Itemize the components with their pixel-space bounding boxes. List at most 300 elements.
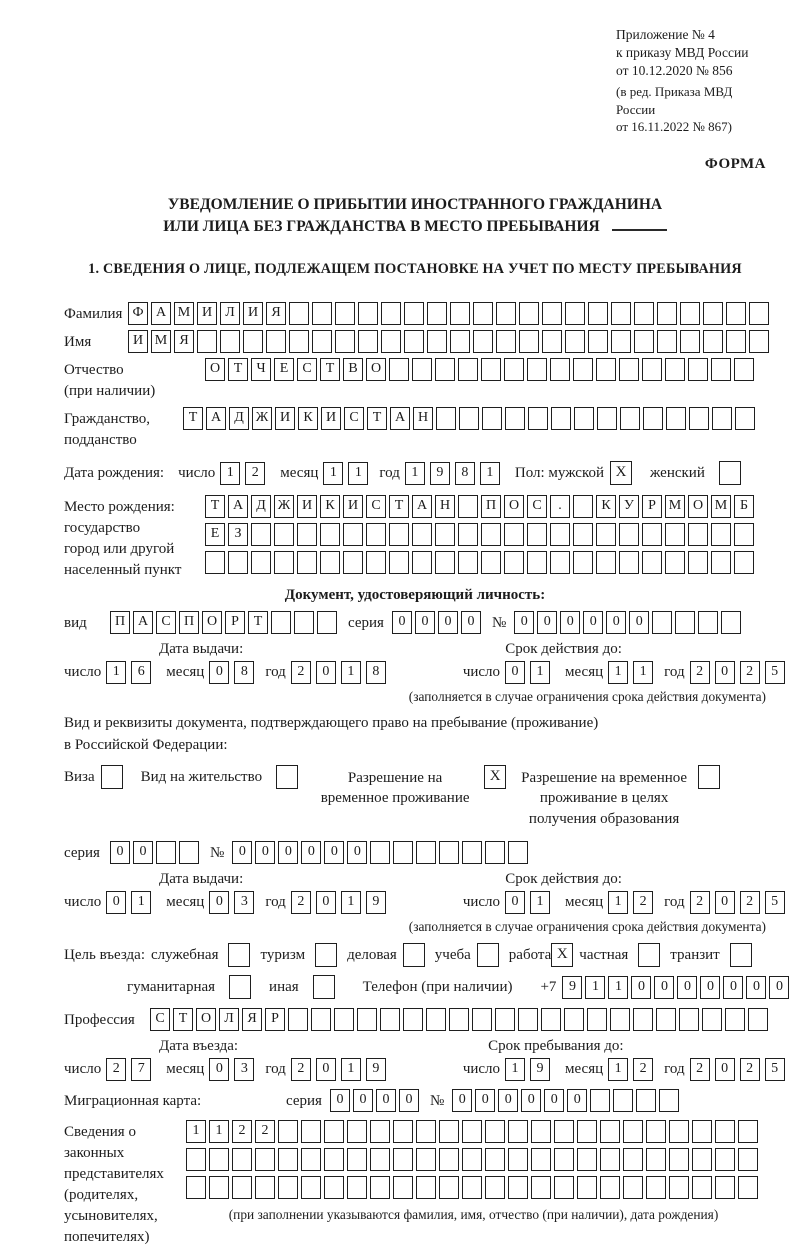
- char-box[interactable]: 0: [498, 1089, 518, 1112]
- char-box[interactable]: [680, 302, 700, 325]
- char-box[interactable]: И: [243, 302, 263, 325]
- char-box[interactable]: 1: [341, 1058, 361, 1081]
- char-box[interactable]: 0: [415, 611, 435, 634]
- char-box[interactable]: [297, 551, 317, 574]
- char-box[interactable]: [574, 407, 594, 430]
- char-box[interactable]: С: [527, 495, 547, 518]
- char-box[interactable]: [596, 551, 616, 574]
- char-box[interactable]: 1: [505, 1058, 525, 1081]
- char-box[interactable]: [197, 330, 217, 353]
- title-blank-line[interactable]: [612, 216, 667, 231]
- char-box[interactable]: [481, 551, 501, 574]
- char-box[interactable]: [220, 330, 240, 353]
- char-box[interactable]: [271, 611, 291, 634]
- char-box[interactable]: Т: [320, 358, 340, 381]
- purpose-work-checkbox[interactable]: X: [551, 943, 573, 967]
- char-box[interactable]: [462, 841, 482, 864]
- char-box[interactable]: [527, 551, 547, 574]
- char-box[interactable]: [749, 330, 769, 353]
- char-box[interactable]: 1: [131, 891, 151, 914]
- char-box[interactable]: 1: [608, 891, 628, 914]
- char-box[interactable]: [565, 330, 585, 353]
- char-box[interactable]: 8: [234, 661, 254, 684]
- char-box[interactable]: [596, 523, 616, 546]
- purpose-study-checkbox[interactable]: [477, 943, 499, 967]
- char-box[interactable]: 1: [608, 661, 628, 684]
- char-box[interactable]: [278, 1176, 298, 1199]
- char-box[interactable]: [393, 1120, 413, 1143]
- char-box[interactable]: 0: [723, 976, 743, 999]
- char-box[interactable]: [412, 523, 432, 546]
- char-box[interactable]: А: [412, 495, 432, 518]
- char-box[interactable]: [347, 1120, 367, 1143]
- char-box[interactable]: [721, 611, 741, 634]
- temp-residence-education-checkbox[interactable]: [698, 765, 720, 789]
- char-box[interactable]: [370, 841, 390, 864]
- char-box[interactable]: [343, 523, 363, 546]
- char-box[interactable]: [462, 1176, 482, 1199]
- char-box[interactable]: 1: [323, 462, 343, 485]
- char-box[interactable]: [416, 1176, 436, 1199]
- char-box[interactable]: [347, 1148, 367, 1171]
- char-box[interactable]: [596, 358, 616, 381]
- char-box[interactable]: 0: [505, 661, 525, 684]
- char-box[interactable]: [577, 1148, 597, 1171]
- char-box[interactable]: [449, 1008, 469, 1031]
- char-box[interactable]: 1: [405, 462, 425, 485]
- char-box[interactable]: [646, 1148, 666, 1171]
- char-box[interactable]: [301, 1176, 321, 1199]
- char-box[interactable]: М: [174, 302, 194, 325]
- char-box[interactable]: 0: [631, 976, 651, 999]
- char-box[interactable]: [715, 1148, 735, 1171]
- char-box[interactable]: 2: [291, 891, 311, 914]
- char-box[interactable]: [370, 1120, 390, 1143]
- char-box[interactable]: [665, 358, 685, 381]
- char-box[interactable]: [610, 1008, 630, 1031]
- char-box[interactable]: Т: [367, 407, 387, 430]
- char-box[interactable]: 0: [654, 976, 674, 999]
- char-box[interactable]: 8: [366, 661, 386, 684]
- char-box[interactable]: 1: [341, 661, 361, 684]
- char-box[interactable]: 1: [106, 661, 126, 684]
- char-box[interactable]: И: [197, 302, 217, 325]
- char-box[interactable]: [715, 1120, 735, 1143]
- char-box[interactable]: [646, 1120, 666, 1143]
- char-box[interactable]: 5: [765, 891, 785, 914]
- char-box[interactable]: [312, 330, 332, 353]
- char-box[interactable]: [232, 1148, 252, 1171]
- char-box[interactable]: [416, 1148, 436, 1171]
- purpose-business-checkbox[interactable]: [403, 943, 425, 967]
- char-box[interactable]: [366, 523, 386, 546]
- char-box[interactable]: [389, 523, 409, 546]
- char-box[interactable]: [542, 302, 562, 325]
- char-box[interactable]: 0: [521, 1089, 541, 1112]
- char-box[interactable]: [702, 1008, 722, 1031]
- char-box[interactable]: 0: [376, 1089, 396, 1112]
- char-box[interactable]: 0: [700, 976, 720, 999]
- char-box[interactable]: [550, 551, 570, 574]
- char-box[interactable]: [613, 1089, 633, 1112]
- char-box[interactable]: 2: [291, 1058, 311, 1081]
- char-box[interactable]: Д: [251, 495, 271, 518]
- char-box[interactable]: [734, 523, 754, 546]
- char-box[interactable]: [659, 1089, 679, 1112]
- char-box[interactable]: 0: [301, 841, 321, 864]
- char-box[interactable]: [472, 1008, 492, 1031]
- char-box[interactable]: 0: [452, 1089, 472, 1112]
- char-box[interactable]: А: [390, 407, 410, 430]
- char-box[interactable]: 2: [291, 661, 311, 684]
- char-box[interactable]: А: [133, 611, 153, 634]
- char-box[interactable]: 1: [530, 891, 550, 914]
- char-box[interactable]: [312, 302, 332, 325]
- char-box[interactable]: [496, 302, 516, 325]
- char-box[interactable]: Д: [229, 407, 249, 430]
- char-box[interactable]: 0: [715, 891, 735, 914]
- char-box[interactable]: С: [297, 358, 317, 381]
- char-box[interactable]: [504, 358, 524, 381]
- char-box[interactable]: [358, 330, 378, 353]
- char-box[interactable]: Я: [266, 302, 286, 325]
- char-box[interactable]: 0: [583, 611, 603, 634]
- char-box[interactable]: [738, 1176, 758, 1199]
- char-box[interactable]: [734, 358, 754, 381]
- char-box[interactable]: [692, 1148, 712, 1171]
- char-box[interactable]: [485, 1148, 505, 1171]
- char-box[interactable]: [320, 551, 340, 574]
- char-box[interactable]: [485, 841, 505, 864]
- char-box[interactable]: 0: [278, 841, 298, 864]
- temp-residence-checkbox[interactable]: X: [484, 765, 506, 789]
- char-box[interactable]: 0: [209, 661, 229, 684]
- char-box[interactable]: 0: [110, 841, 130, 864]
- char-box[interactable]: Ж: [252, 407, 272, 430]
- char-box[interactable]: [366, 551, 386, 574]
- char-box[interactable]: 0: [567, 1089, 587, 1112]
- char-box[interactable]: [495, 1008, 515, 1031]
- char-box[interactable]: [542, 330, 562, 353]
- char-box[interactable]: А: [228, 495, 248, 518]
- char-box[interactable]: 2: [245, 462, 265, 485]
- char-box[interactable]: [416, 841, 436, 864]
- char-box[interactable]: [643, 407, 663, 430]
- char-box[interactable]: [551, 407, 571, 430]
- char-box[interactable]: [636, 1089, 656, 1112]
- char-box[interactable]: 0: [255, 841, 275, 864]
- char-box[interactable]: [692, 1176, 712, 1199]
- char-box[interactable]: [297, 523, 317, 546]
- char-box[interactable]: [435, 358, 455, 381]
- char-box[interactable]: [255, 1148, 275, 1171]
- char-box[interactable]: [623, 1120, 643, 1143]
- char-box[interactable]: 0: [209, 891, 229, 914]
- char-box[interactable]: [412, 358, 432, 381]
- char-box[interactable]: [688, 358, 708, 381]
- char-box[interactable]: [301, 1120, 321, 1143]
- char-box[interactable]: [317, 611, 337, 634]
- char-box[interactable]: [255, 1176, 275, 1199]
- char-box[interactable]: И: [321, 407, 341, 430]
- char-box[interactable]: [504, 551, 524, 574]
- char-box[interactable]: К: [320, 495, 340, 518]
- char-box[interactable]: [450, 302, 470, 325]
- char-box[interactable]: [726, 330, 746, 353]
- char-box[interactable]: Р: [642, 495, 662, 518]
- sex-female-checkbox[interactable]: [719, 461, 741, 485]
- char-box[interactable]: [698, 611, 718, 634]
- char-box[interactable]: [508, 1148, 528, 1171]
- char-box[interactable]: [646, 1176, 666, 1199]
- char-box[interactable]: [711, 551, 731, 574]
- char-box[interactable]: [324, 1176, 344, 1199]
- char-box[interactable]: [311, 1008, 331, 1031]
- char-box[interactable]: [324, 1148, 344, 1171]
- char-box[interactable]: [381, 302, 401, 325]
- char-box[interactable]: И: [297, 495, 317, 518]
- char-box[interactable]: [274, 551, 294, 574]
- char-box[interactable]: 9: [562, 976, 582, 999]
- char-box[interactable]: Б: [734, 495, 754, 518]
- char-box[interactable]: 1: [608, 976, 628, 999]
- char-box[interactable]: [573, 358, 593, 381]
- char-box[interactable]: У: [619, 495, 639, 518]
- char-box[interactable]: [496, 330, 516, 353]
- char-box[interactable]: С: [344, 407, 364, 430]
- char-box[interactable]: [688, 523, 708, 546]
- char-box[interactable]: [597, 407, 617, 430]
- char-box[interactable]: 0: [629, 611, 649, 634]
- char-box[interactable]: [712, 407, 732, 430]
- char-box[interactable]: 0: [232, 841, 252, 864]
- char-box[interactable]: 0: [514, 611, 534, 634]
- char-box[interactable]: [623, 1148, 643, 1171]
- char-box[interactable]: [587, 1008, 607, 1031]
- char-box[interactable]: [209, 1176, 229, 1199]
- char-box[interactable]: [343, 551, 363, 574]
- char-box[interactable]: [738, 1148, 758, 1171]
- char-box[interactable]: [288, 1008, 308, 1031]
- char-box[interactable]: [577, 1120, 597, 1143]
- char-box[interactable]: [680, 330, 700, 353]
- char-box[interactable]: 5: [765, 661, 785, 684]
- purpose-tourism-checkbox[interactable]: [315, 943, 337, 967]
- char-box[interactable]: [550, 358, 570, 381]
- char-box[interactable]: 1: [341, 891, 361, 914]
- char-box[interactable]: 2: [740, 891, 760, 914]
- char-box[interactable]: [711, 523, 731, 546]
- char-box[interactable]: [735, 407, 755, 430]
- char-box[interactable]: [357, 1008, 377, 1031]
- char-box[interactable]: [439, 1120, 459, 1143]
- char-box[interactable]: [738, 1120, 758, 1143]
- char-box[interactable]: [688, 551, 708, 574]
- char-box[interactable]: [156, 841, 176, 864]
- char-box[interactable]: [404, 302, 424, 325]
- char-box[interactable]: [458, 495, 478, 518]
- char-box[interactable]: [531, 1120, 551, 1143]
- char-box[interactable]: 2: [690, 661, 710, 684]
- char-box[interactable]: А: [151, 302, 171, 325]
- char-box[interactable]: [485, 1120, 505, 1143]
- char-box[interactable]: 2: [255, 1120, 275, 1143]
- char-box[interactable]: М: [151, 330, 171, 353]
- char-box[interactable]: [186, 1176, 206, 1199]
- char-box[interactable]: Р: [265, 1008, 285, 1031]
- char-box[interactable]: [266, 330, 286, 353]
- char-box[interactable]: [450, 330, 470, 353]
- char-box[interactable]: 0: [505, 891, 525, 914]
- char-box[interactable]: [619, 358, 639, 381]
- char-box[interactable]: Л: [219, 1008, 239, 1031]
- char-box[interactable]: [294, 611, 314, 634]
- char-box[interactable]: [527, 358, 547, 381]
- char-box[interactable]: С: [150, 1008, 170, 1031]
- char-box[interactable]: [278, 1120, 298, 1143]
- char-box[interactable]: И: [128, 330, 148, 353]
- char-box[interactable]: 7: [131, 1058, 151, 1081]
- char-box[interactable]: [427, 302, 447, 325]
- char-box[interactable]: [541, 1008, 561, 1031]
- char-box[interactable]: [334, 1008, 354, 1031]
- char-box[interactable]: [518, 1008, 538, 1031]
- char-box[interactable]: [274, 523, 294, 546]
- char-box[interactable]: Ж: [274, 495, 294, 518]
- char-box[interactable]: [611, 302, 631, 325]
- char-box[interactable]: Т: [183, 407, 203, 430]
- char-box[interactable]: 2: [740, 1058, 760, 1081]
- char-box[interactable]: 2: [690, 891, 710, 914]
- char-box[interactable]: О: [366, 358, 386, 381]
- char-box[interactable]: 9: [366, 891, 386, 914]
- char-box[interactable]: [389, 551, 409, 574]
- char-box[interactable]: [611, 330, 631, 353]
- char-box[interactable]: 0: [353, 1089, 373, 1112]
- char-box[interactable]: 0: [324, 841, 344, 864]
- char-box[interactable]: 0: [475, 1089, 495, 1112]
- char-box[interactable]: [243, 330, 263, 353]
- char-box[interactable]: [289, 302, 309, 325]
- char-box[interactable]: [436, 407, 456, 430]
- char-box[interactable]: А: [206, 407, 226, 430]
- char-box[interactable]: [370, 1148, 390, 1171]
- char-box[interactable]: 2: [633, 891, 653, 914]
- char-box[interactable]: 0: [606, 611, 626, 634]
- char-box[interactable]: [403, 1008, 423, 1031]
- char-box[interactable]: 1: [186, 1120, 206, 1143]
- char-box[interactable]: [370, 1176, 390, 1199]
- char-box[interactable]: [531, 1148, 551, 1171]
- char-box[interactable]: Ч: [251, 358, 271, 381]
- char-box[interactable]: Т: [248, 611, 268, 634]
- char-box[interactable]: [439, 841, 459, 864]
- char-box[interactable]: [573, 523, 593, 546]
- char-box[interactable]: [519, 302, 539, 325]
- char-box[interactable]: [404, 330, 424, 353]
- char-box[interactable]: [504, 523, 524, 546]
- char-box[interactable]: [669, 1176, 689, 1199]
- char-box[interactable]: [435, 551, 455, 574]
- char-box[interactable]: [550, 523, 570, 546]
- char-box[interactable]: [665, 523, 685, 546]
- char-box[interactable]: [289, 330, 309, 353]
- char-box[interactable]: [381, 330, 401, 353]
- char-box[interactable]: [689, 407, 709, 430]
- char-box[interactable]: 1: [633, 661, 653, 684]
- char-box[interactable]: [642, 551, 662, 574]
- char-box[interactable]: [554, 1176, 574, 1199]
- char-box[interactable]: Т: [228, 358, 248, 381]
- char-box[interactable]: 0: [438, 611, 458, 634]
- char-box[interactable]: 0: [316, 1058, 336, 1081]
- char-box[interactable]: [251, 523, 271, 546]
- char-box[interactable]: 2: [232, 1120, 252, 1143]
- char-box[interactable]: [619, 551, 639, 574]
- sex-male-checkbox[interactable]: X: [610, 461, 632, 485]
- char-box[interactable]: 2: [690, 1058, 710, 1081]
- char-box[interactable]: .: [550, 495, 570, 518]
- char-box[interactable]: Е: [205, 523, 225, 546]
- visa-checkbox[interactable]: [101, 765, 123, 789]
- purpose-private-checkbox[interactable]: [638, 943, 660, 967]
- char-box[interactable]: 0: [544, 1089, 564, 1112]
- char-box[interactable]: [666, 407, 686, 430]
- char-box[interactable]: 6: [131, 661, 151, 684]
- char-box[interactable]: Я: [242, 1008, 262, 1031]
- char-box[interactable]: О: [196, 1008, 216, 1031]
- char-box[interactable]: О: [504, 495, 524, 518]
- char-box[interactable]: [675, 611, 695, 634]
- char-box[interactable]: [565, 302, 585, 325]
- char-box[interactable]: 1: [530, 661, 550, 684]
- char-box[interactable]: [623, 1176, 643, 1199]
- char-box[interactable]: [485, 1176, 505, 1199]
- char-box[interactable]: [412, 551, 432, 574]
- char-box[interactable]: [426, 1008, 446, 1031]
- char-box[interactable]: О: [205, 358, 225, 381]
- char-box[interactable]: 9: [366, 1058, 386, 1081]
- char-box[interactable]: [634, 330, 654, 353]
- char-box[interactable]: 0: [560, 611, 580, 634]
- char-box[interactable]: 5: [765, 1058, 785, 1081]
- char-box[interactable]: Н: [435, 495, 455, 518]
- char-box[interactable]: [748, 1008, 768, 1031]
- char-box[interactable]: [186, 1148, 206, 1171]
- char-box[interactable]: [458, 551, 478, 574]
- char-box[interactable]: [554, 1148, 574, 1171]
- char-box[interactable]: [669, 1148, 689, 1171]
- char-box[interactable]: [620, 407, 640, 430]
- char-box[interactable]: Т: [205, 495, 225, 518]
- char-box[interactable]: [554, 1120, 574, 1143]
- purpose-official-checkbox[interactable]: [228, 943, 250, 967]
- char-box[interactable]: 0: [316, 661, 336, 684]
- char-box[interactable]: [393, 1148, 413, 1171]
- char-box[interactable]: К: [298, 407, 318, 430]
- char-box[interactable]: [482, 407, 502, 430]
- char-box[interactable]: 1: [480, 462, 500, 485]
- char-box[interactable]: Л: [220, 302, 240, 325]
- char-box[interactable]: [435, 523, 455, 546]
- char-box[interactable]: 0: [133, 841, 153, 864]
- char-box[interactable]: [179, 841, 199, 864]
- char-box[interactable]: [439, 1176, 459, 1199]
- char-box[interactable]: 9: [430, 462, 450, 485]
- char-box[interactable]: М: [665, 495, 685, 518]
- char-box[interactable]: [665, 551, 685, 574]
- char-box[interactable]: [619, 523, 639, 546]
